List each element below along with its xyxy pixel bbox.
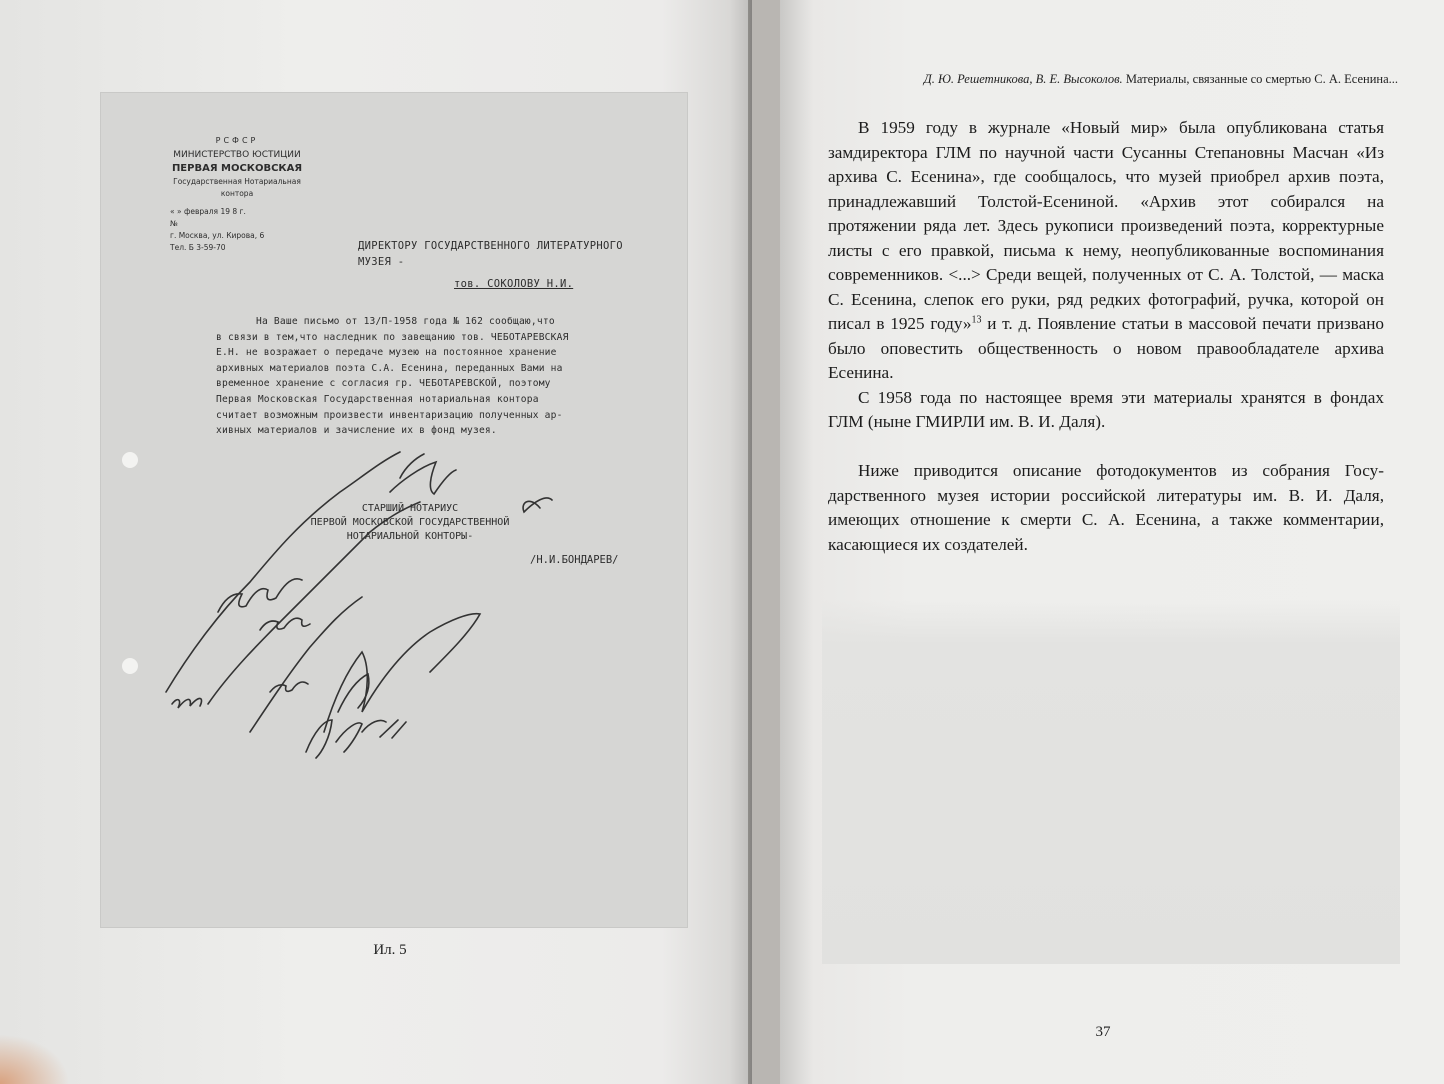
letter-line: Е.Н. не возражает о передаче музею на постоянное хранение [216,347,557,359]
signer-office: НОТАРИАЛЬНОЙ КОНТОРЫ- [346,531,474,542]
running-head-title: Материалы, связанные со смертью С. А. Есенина... [1125,72,1398,86]
letter-line: считает возможным произвести инвентаризацию полученных ар- [216,409,563,421]
letterhead-address: г. Москва, ул. Кирова, 6 [170,231,265,240]
article-body [828,116,1384,557]
document-photo [100,92,688,928]
letter-line: хивных материалов и зачисление их в фонд музея. [216,425,497,437]
letterhead-number: № [170,219,178,228]
signer-title: СТАРШИЙ НОТАРИУС [361,503,459,514]
paragraph-text: и т. д. Появление статьи в массовой печати призвано было оповестить общественность о новом правообладателе архива Есенина. [828,314,1384,382]
paragraph: Ниже приводится описание фотодокументов из собрания Государственного музея истории российской литературы им. В. И. Даля, имеющих отношение к смерти С. А. Есенина, а также комментарии, касающиеся их создателей. [828,461,1384,554]
letterhead-date: « » февраля 19 8 г. [170,207,246,216]
footnote-ref[interactable]: 13 [971,314,982,326]
letterhead-phone: Тел. Б 3-59-70 [170,243,226,252]
letterhead-ministry: МИНИСТЕРСТВО ЮСТИЦИИ [173,150,301,160]
letterhead-office: ПЕРВАЯ МОСКОВСКАЯ [171,163,303,174]
book-gutter [748,0,752,1084]
letterhead-office-kind: контора [220,189,254,198]
letter-line: На Ваше письмо от 13/П-1958 года № 162 сообщаю,что [256,316,555,327]
paragraph: С 1958 года по настоящее время эти материалы хранятся в фондах ГЛМ (ныне ГМИРЛИ им. В. И. Даля). [828,387,1384,431]
addressee-line: ДИРЕКТОРУ ГОСУДАРСТВЕННОГО ЛИТЕРАТУРНОГО [358,240,623,252]
addressee-name: тов. СОКОЛОВУ Н.И. [454,278,574,290]
corner-shadow [0,1034,70,1084]
letter-line: архивных материалов поэта С.А. Есенина, переданных Вами на [216,362,563,374]
handwritten-annotation-image [100,92,688,928]
paragraph-text: В 1959 году в журнале «Новый мир» была опубликована статья замдиректора ГЛМ по научной части Сусанны Степановны Масчан «Из архива С. Есенина», где сообщалось, что музей приобрел архив поэта, принадлежавший Толстой-Есениной. «Архив этот собирался на протяжении ряда лет. Здесь рукописи произведений поэта, корректурные листы с его правкой, письма к нему, неопубликованные воспоминания современников. <...> Среди вещей, полученных от С. А. Толстой, — маска С. Есенина, слепок его руки, ряд редких фотографий, ручка, которой он писал в 1925 году» [828,118,1384,333]
letterhead-office-type: Государственная Нотариальная [173,177,301,186]
blank-figure-area [822,600,1400,964]
figure-caption: Ил. 5 [373,942,407,958]
page-number: 37 [1095,1024,1111,1040]
running-head [838,72,1398,87]
signer-office: ПЕРВОЙ МОСКОВСКОЙ ГОСУДАРСТВЕННОЙ [310,517,510,528]
right-page [780,0,1444,1084]
letter-line: временное хранение с согласия гр. ЧЕБОТАРЕВСКОЙ, поэтому [216,378,551,390]
signer-name: /Н.И.БОНДАРЕВ/ [530,554,619,566]
addressee-line: МУЗЕЯ - [358,256,405,268]
letter-line: Первая Московская Государственная нотариальная контора [216,393,539,405]
running-head-authors: Д. Ю. Решетникова, В. Е. Высоколов. [923,72,1123,86]
letterhead-country: РСФСР [215,136,259,145]
paragraph [828,116,1384,386]
letter-line: в связи в тем,что наследник по завещанию тов. ЧЕБОТАРЕВСКАЯ [216,331,569,343]
